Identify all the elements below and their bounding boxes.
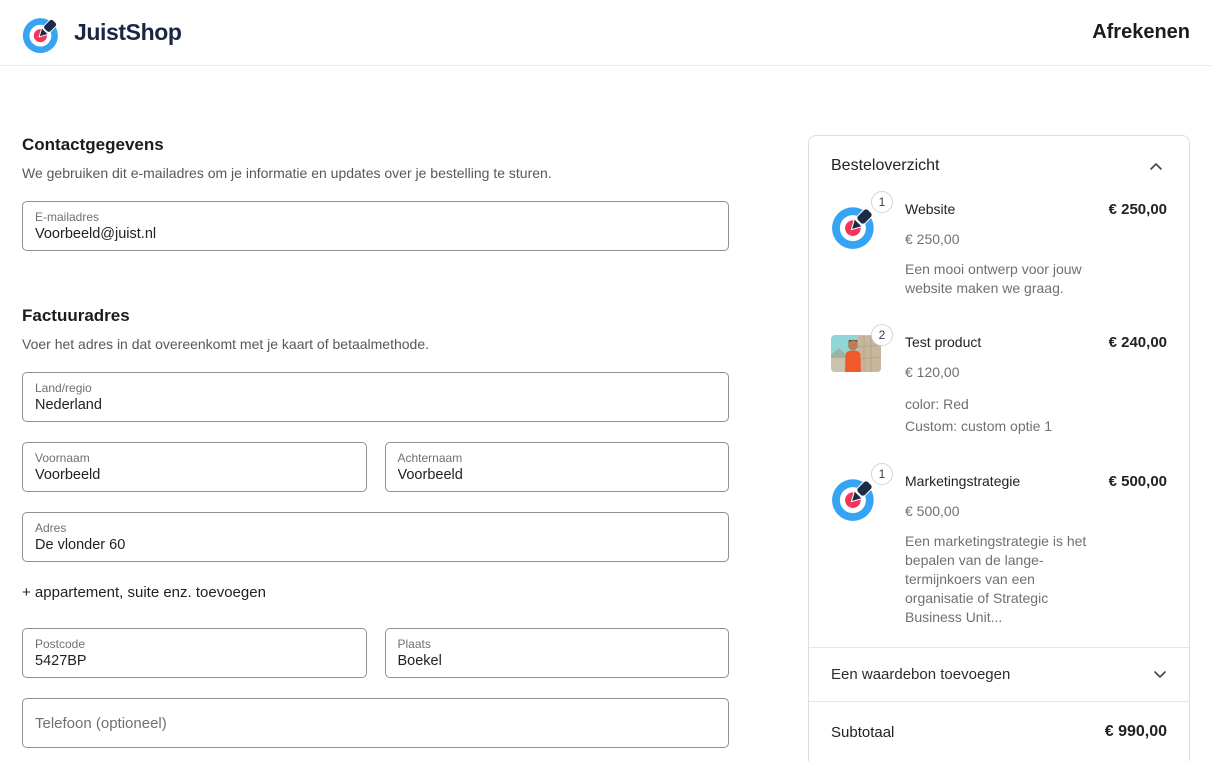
email-field[interactable] <box>22 201 729 251</box>
contact-section <box>22 135 729 251</box>
billing-title: Factuuradres <box>22 306 130 325</box>
city-input[interactable] <box>398 652 717 671</box>
first-name-input[interactable] <box>35 466 354 485</box>
postcode-city-row <box>22 608 729 678</box>
checkout-main <box>0 66 1212 761</box>
item-line-total: € 250,00 <box>1108 201 1167 218</box>
country-input[interactable] <box>35 396 716 415</box>
postcode-input[interactable] <box>35 652 354 671</box>
email-input[interactable] <box>35 225 716 244</box>
add-voucher-label: Een waardebon toevoegen <box>831 666 1011 683</box>
subtotal-value: € 990,00 <box>1104 723 1167 740</box>
first-name-label: Voornaam <box>35 450 90 465</box>
country-field-label: Land/regio <box>35 380 92 395</box>
subtotal-row <box>831 702 1167 761</box>
address-input[interactable] <box>35 536 716 555</box>
phone-field[interactable] <box>22 698 729 748</box>
phone-input[interactable] <box>35 714 716 733</box>
quantity-badge: 1 <box>871 463 893 485</box>
juistshop-logo-icon <box>22 12 64 54</box>
last-name-field[interactable] <box>385 442 730 492</box>
billing-description: Voer het adres in dat overeenkomt met je kaart of betaalmethode. <box>22 336 430 352</box>
chevron-up-icon <box>1149 162 1163 171</box>
item-unit-price: € 250,00 <box>905 231 960 247</box>
quantity-badge: 2 <box>871 324 893 346</box>
site-header <box>0 0 1212 66</box>
postcode-field[interactable] <box>22 628 367 678</box>
chevron-down-icon <box>1153 670 1167 679</box>
city-label: Plaats <box>397 636 431 651</box>
item-name: Marketingstrategie <box>905 473 1021 489</box>
item-thumbnail-wrap <box>831 328 886 437</box>
item-line-total: € 240,00 <box>1108 334 1167 351</box>
postcode-label: Postcode <box>35 636 86 651</box>
country-field[interactable] <box>22 372 729 422</box>
item-description: Een mooi ontwerp voor jouw website maken we graag. <box>905 261 1082 296</box>
item-option-color: color: Red <box>905 396 969 412</box>
item-name: Test product <box>905 334 982 350</box>
brand-name: JuistShop <box>74 19 182 45</box>
subtotal-label: Subtotaal <box>831 723 895 741</box>
item-thumbnail-wrap <box>831 467 886 627</box>
address-field[interactable] <box>22 512 729 562</box>
last-name-label: Achternaam <box>397 450 463 465</box>
contact-title: Contactgegevens <box>22 135 164 154</box>
order-item-test-product <box>831 318 1167 457</box>
name-fields-row <box>22 422 729 492</box>
page-title: Afrekenen <box>1092 21 1190 43</box>
item-unit-price: € 120,00 <box>905 364 960 380</box>
order-item-marketingstrategie <box>831 457 1167 647</box>
item-line-total: € 500,00 <box>1108 473 1167 490</box>
add-voucher-toggle[interactable] <box>831 648 1167 701</box>
item-thumbnail-wrap <box>831 195 886 298</box>
last-name-input[interactable] <box>398 466 717 485</box>
item-option-custom: Custom: custom optie 1 <box>905 418 1053 434</box>
quantity-badge: 1 <box>871 191 893 213</box>
item-description: Een marketingstrategie is het bepalen van de lange-termijnkoers van een organisatie of Strategic Business Unit... <box>905 533 1087 625</box>
contact-description: We gebruiken dit e-mailadres om je informatie en updates over je bestelling te sturen. <box>22 165 552 181</box>
collapse-summary-button[interactable] <box>1145 158 1167 175</box>
city-field[interactable] <box>385 628 730 678</box>
first-name-field[interactable] <box>22 442 367 492</box>
add-address-line-button[interactable]: + appartement, suite enz. toevoegen <box>22 584 266 601</box>
checkout-form <box>22 66 729 748</box>
order-summary-header[interactable] <box>831 136 1167 185</box>
email-field-label: E-mailadres <box>35 209 100 224</box>
order-summary-title: Besteloverzicht <box>831 157 940 174</box>
order-item-website <box>831 185 1167 318</box>
order-summary-card <box>808 135 1190 761</box>
item-options <box>905 393 1167 437</box>
address-label: Adres <box>35 520 67 535</box>
billing-section <box>22 306 729 748</box>
brand-logo-link[interactable] <box>22 12 182 54</box>
item-unit-price: € 500,00 <box>905 503 960 519</box>
item-name: Website <box>905 201 956 217</box>
